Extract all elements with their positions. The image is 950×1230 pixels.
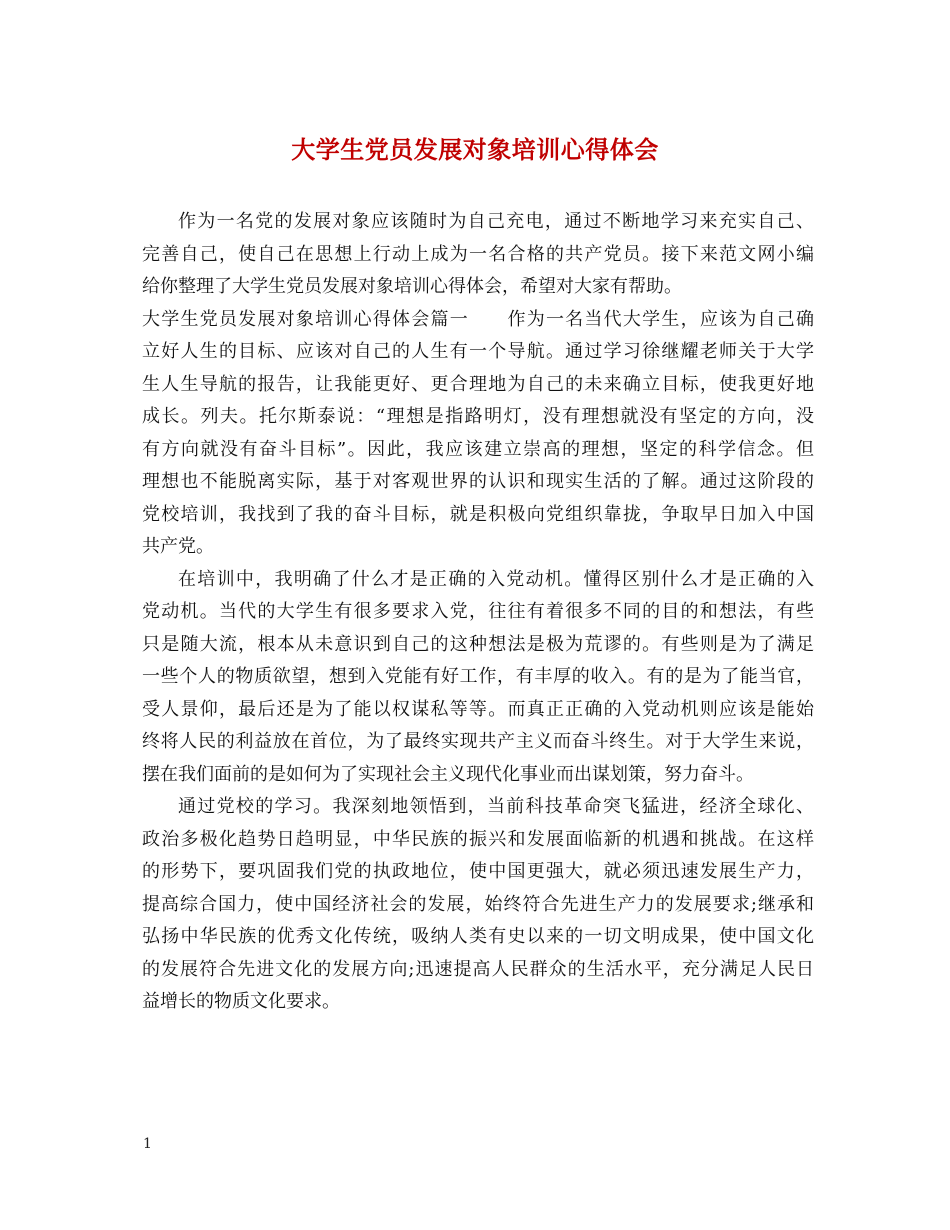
text-line: 给你整理了大学生党员发展对象培训心得体会，希望对大家有帮助。 (142, 276, 682, 297)
text-line: 大学生党员发展对象培训心得体会篇一 作为一名当代大学生，应该为自己确 (142, 308, 814, 330)
document-title: 大学生党员发展对象培训心得体会 (291, 135, 659, 164)
text-line: 摆在我们面前的是如何为了实现社会主义现代化事业而出谋划策，努力奋斗。 (142, 763, 754, 785)
text-line: 在培训中，我明确了什么才是正确的入党动机。懂得区别什么才是正确的入 (178, 568, 814, 590)
text-line: 弘扬中华民族的优秀文化传统，吸纳人类有史以来的一切文明成果，使中国文化 (142, 926, 814, 947)
text-line: 的发展符合先进文化的发展方向;迅速提高人民群众的生活水平，充分满足人民日 (142, 958, 814, 980)
text-line: 益增长的物质文化要求。 (142, 991, 340, 1012)
text-line: 成长。列夫。托尔斯泰说：“理想是指路明灯，没有理想就没有坚定的方向，没 (142, 406, 814, 427)
text-line: 提高综合国力，使中国经济社会的发展，始终符合先进生产力的发展要求;继承和 (142, 893, 814, 915)
text-line: 党校培训，我找到了我的奋斗目标，就是积极向党组织靠拢，争取早日加入中国 (142, 503, 814, 525)
text-line: 政治多极化趋势日趋明显，中华民族的振兴和发展面临新的机遇和挑战。在这样 (142, 828, 814, 850)
text-line: 立好人生的目标、应该对自己的人生有一个导航。通过学习徐继耀老师关于大学 (142, 341, 814, 362)
text-line: 党动机。当代的大学生有很多要求入党，往往有着很多不同的目的和想法，有些 (142, 601, 814, 622)
text-line: 完善自己，使自己在思想上行动上成为一名合格的共产党员。接下来范文网小编 (142, 243, 814, 265)
text-line: 作为一名党的发展对象应该随时为自己充电，通过不断地学习来充实自己、 (178, 211, 814, 232)
text-line: 共产党。 (142, 536, 214, 557)
text-line: 受人景仰，最后还是为了能以权谋私等等。而真正正确的入党动机则应该是能始 (142, 698, 814, 720)
text-line: 的形势下，要巩固我们党的执政地位，使中国更强大，就必须迅速发展生产力， (142, 861, 814, 882)
text-line: 通过党校的学习。我深刻地领悟到，当前科技革命突飞猛进，经济全球化、 (178, 796, 814, 817)
text-line: 理想也不能脱离实际，基于对客观世界的认识和现实生活的了解。通过这阶段的 (142, 471, 814, 492)
text-line: 终将人民的利益放在首位，为了最终实现共产主义而奋斗终生。对于大学生来说， (142, 731, 814, 752)
page-number: 1 (143, 1136, 152, 1152)
text-line: 生人生导航的报告，让我能更好、更合理地为自己的未来确立目标，使我更好地 (142, 373, 814, 395)
text-line: 有方向就没有奋斗目标”。因此，我应该建立崇高的理想，坚定的科学信念。但 (142, 438, 814, 460)
text-line: 一些个人的物质欲望，想到入党能有好工作，有丰厚的收入。有的是为了能当官， (142, 666, 814, 687)
text-line: 只是随大流，根本从未意识到自己的这种想法是极为荒谬的。有些则是为了满足 (142, 633, 814, 655)
document-body (142, 206, 814, 1019)
